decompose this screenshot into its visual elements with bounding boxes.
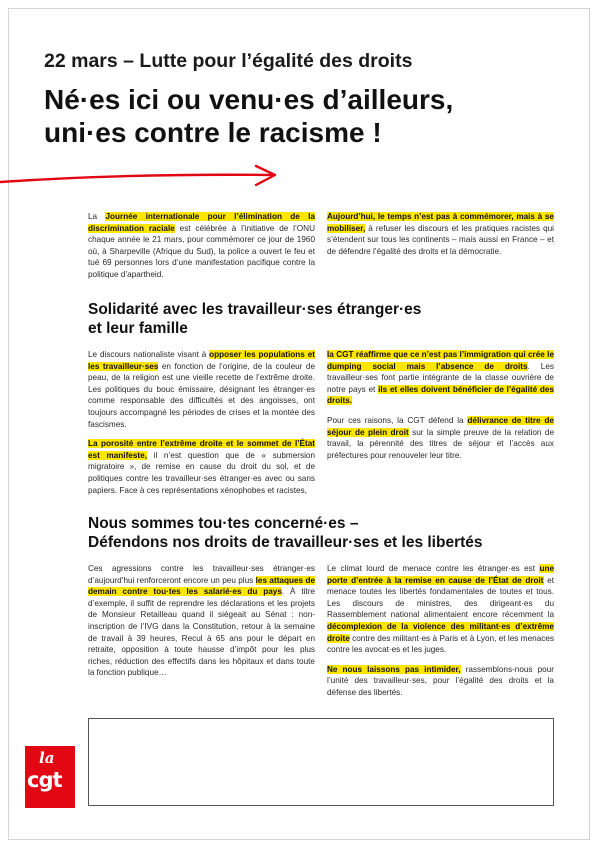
highlight: ils et elles doivent bénéficier de l’égalité des droits. (327, 384, 554, 406)
highlight: les attaques de demain contre tou·tes les salarié·es du pays (88, 575, 316, 597)
main-title-line-1: Né·es ici ou venu·es d’ailleurs, (44, 84, 454, 115)
highlight: La porosité entre l’extrême droite et le sommet de l’État est manifeste, (88, 439, 315, 460)
section-1-paragraph-1: Le discours nationaliste visant à opposer les populations et les travailleur·ses en fonction de l’origine, de la couleur de peau, de la religion est une vieille recette de l’extrême droite. Les politiques du bouc émissaire, désignant les étranger·es comme responsable des difficultés et des angoisses, ont toujours accompagné les périodes de crises et la montée des fascismes. (88, 350, 315, 429)
section-1-left-column (88, 349, 315, 496)
cgt-logo-text: cgt (27, 768, 62, 792)
local-info-box (88, 718, 554, 806)
section-2-right-column (327, 563, 554, 699)
highlight: décomplexion de la violence des militant·es d’extrême droite (327, 621, 554, 643)
intro-right-column (327, 211, 554, 257)
highlight: la CGT réaffirme que ce n’est pas l’immigration qui crée le dumping social mais l’absence de droits (327, 350, 554, 371)
section-2-paragraph-3: Ne nous laissons pas intimider, rassemblons-nous pour l’unité des travailleur·ses, pour l’égalité des droits et la défense des libertés. (327, 664, 554, 697)
section-2-heading: Nous sommes tou·tes concerné·es – Défendons nos droits de travailleur·ses et les libertés (88, 515, 483, 551)
section-2-paragraph-2: Le climat lourd de menace contre les étranger·es est une porte d’entrée à la remise en cause de l’État de droit et menace toutes les libertés fondamentales de toutes et tous. Les discours de ministres, des dirigeant·es du Rassemblement national alimentaient encore récemment la décomplexion de la violence des militant·es d’extrême droite contre des militant·es à Paris et à Lyon, et les menaces contre les avocat·es et les juges. (327, 564, 554, 655)
section-1-paragraph-2-continued: la CGT réaffirme que ce n’est pas l’immigration qui crée le dumping social mais l’absence de droits. Les travailleur·ses font partie intégrante de la classe ouvrière de notre pays et ils et elles doivent bénéficier de l’égalité des droits. (327, 350, 554, 406)
intro-left-paragraph: La Journée internationale pour l’élimination de la discrimination raciale est célébrée à l’initiative de l’ONU chaque année le 21 mars, pour commémorer ce jour de 1960 où, à Sharpeville (Afrique du Sud), la police a ouvert le feu et tué 69 personnes lors d’une manifestation pacifique contre la politique d’apartheid. (88, 212, 316, 279)
intro-left-column (88, 211, 315, 281)
main-title (44, 83, 453, 149)
cgt-logo (25, 746, 75, 808)
cgt-logo-la: la (39, 749, 55, 767)
highlight: opposer les populations et les travailleur·ses (88, 350, 315, 371)
highlight: Ne nous laissons pas intimider, (327, 664, 461, 674)
red-arrow-icon (0, 160, 300, 200)
section-1-heading: Solidarité avec les travailleur·ses étranger·es et leur famille (88, 301, 422, 337)
highlight: une porte d’entrée à la remise en cause de l’État de droit (327, 564, 554, 585)
highlight: Journée internationale pour l’élimination de la discrimination raciale (88, 212, 315, 233)
highlight: délivrance de titre de séjour de plein droit (327, 415, 554, 437)
highlight: Aujourd’hui, le temps n’est pas à commémorer, mais à se mobiliser, (327, 212, 554, 233)
section-1-right-column (327, 349, 554, 461)
section-1-paragraph-3: Pour ces raisons, la CGT défend la délivrance de titre de séjour de plein droit sur la simple preuve de la relation de travail, la pérennité des titres de séjour et l’accès aux préfectures pour renouveler leur titre. (327, 415, 554, 460)
top-title: 22 mars – Lutte pour l’égalité des droits (44, 50, 413, 72)
section-1-paragraph-2-start: La porosité entre l’extrême droite et le sommet de l’État est manifeste, il n’est question que de « submersion migratoire », de remise en cause du droit du sol, et de politiques contre les travailleur·ses étranger·es avec ou sans papiers. Face à ces représentations xénophobes et racistes, (88, 439, 316, 495)
main-title-line-2: uni·es contre le racisme ! (44, 117, 382, 148)
section-2-left-column (88, 563, 315, 679)
section-2-paragraph-1: Ces agressions contre les travailleur·ses étranger·es d’aujourd’hui renforceront encore un peu plus les attaques de demain contre tou·tes les salarié·es du pays. À titre d’exemple, il suffit de reprendre les déclarations et les projets de Monsieur Retailleau quand il siégeait au Sénat : non-inscription de l’IVG dans la Constitution, retour à la semaine de travail à 39 heures, Recul à 65 ans pour le départ en retraite, opposition à toute hausse d’impôt pour les plus riches, réduction des effectifs dans les hôpitaux et dans toute la fonction publique… (88, 564, 316, 678)
intro-right-paragraph: Aujourd’hui, le temps n’est pas à commémorer, mais à se mobiliser, à refuser les discours et les pratiques racistes qui s’étendent sur tous les continents – mais aussi en France – et de défendre l’égalité des droits et la démocratie. (327, 212, 554, 256)
